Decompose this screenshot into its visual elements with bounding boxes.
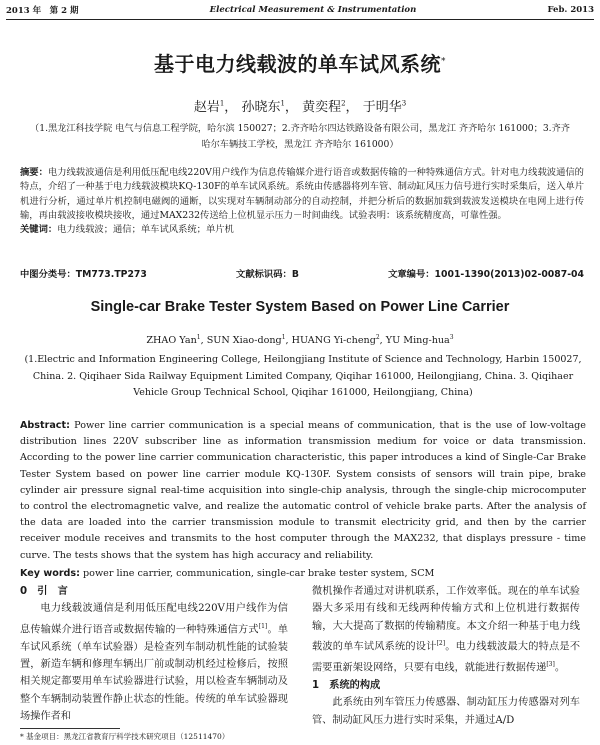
abstract-cn-text: 电力线载波通信是利用低压配电线220V用户线作为信息传输媒介进行语音或数据传输的一种特殊通信方式。针对电力线载波通信的特点，介绍了一种基于电力线载波模块KQ-130F的单车试风系统。系统由传感器将列车管、制动缸风压力信号进行实时采集后，送入单片机进行分析，通过单片机控制电磁阀的通断，以实现对车辆制动部分的自动控制，并把分析后的数据加载到载波发送模块在电网上进行传输，再由载波接收模块接收，通过MAX232传送给上位机显示压力－时间曲线。试验表明：该系统精度高，可靠性强。 (20, 167, 584, 221)
title-footnote-mark: * (441, 56, 446, 67)
clc-number: 中图分类号：TM773.TP273 (20, 269, 147, 280)
author-en-sup: 2 (375, 334, 380, 341)
paragraph-text: 。单车试风系统（单车试验器）是检查列车制动机性能的试验装置，新造车辆和修理车辆出厂前或制动机经过检修后，按照相关规定都要用单车试验器进行试验，用以检查车辆制动及整个车辆制动装置作静止状态的性能。传统的单车试验器现场操作者和 (20, 624, 289, 723)
paper-title-text: 基于电力线载波的单车试风系统 (154, 52, 441, 76)
author-en-sup: 1 (281, 334, 286, 341)
author-en-sup: 1 (196, 334, 201, 341)
author-en: HUANG Yi-cheng (291, 335, 376, 347)
author-sup: 3 (401, 99, 407, 108)
keywords-en (20, 568, 586, 579)
keywords-cn-text: 电力线载波；通信；单车试风系统；单片机 (57, 224, 234, 236)
keywords-cn-label: 关键词： (20, 224, 58, 236)
author-en: YU Ming-hua (385, 335, 450, 347)
abstract-en-text: Power line carrier communication is a special means of communication, that is the use of low-voltage distribution lines 220V subscriber line as information transmission medium for voice or data transmission. According to the power line carrier communication characteristic, this paper introduces a kind of Single-Car Brake Tester System based on power line carrier module KQ-130F. System consists of sensors will train pipe, brake cylinder air pressure signal real-time acquisition into single-chip analysis, through the single-chip microcomputer to control the electromagnetic valve, and realize the automatic control of vehicle brake parts. After the analysis of the data are loaded into the carrier transmission module to transmit electricity grid, and then by the carrier receiver module receives and transmits to the host computer through the MAX232, that displays pressure - time curve. The tests shows that the system has high accuracy and reliability. (20, 420, 586, 561)
author-en: ZHAO Yan (146, 335, 197, 347)
author-sup: 1 (280, 99, 285, 108)
author: 孙晓东 (241, 100, 281, 115)
section-heading: 0 引 言 (20, 586, 68, 597)
keywords-en-text: power line carrier, communication, single-car brake tester system, SCM (83, 568, 435, 579)
citation-ref: [3] (546, 661, 555, 669)
abstract-cn-label: 摘要： (20, 167, 48, 178)
paper-title (0, 48, 600, 77)
header-issue: 2013 年 第 2 期 (6, 6, 79, 16)
paper-title-en: Single-car Brake Tester System Based on Power Line Carrier (90, 299, 510, 315)
body-column-right (312, 583, 580, 729)
author-en-sup: 3 (449, 334, 454, 341)
header-date: Feb. 2013 (547, 5, 594, 15)
footnote: * 基金项目：黑龙江省教育厅科学技术研究项目（12511470） (20, 732, 230, 741)
section-heading: 1 系统的构成 (312, 679, 381, 691)
keywords-en-label: Key words: (20, 568, 80, 579)
citation-ref: [2] (436, 640, 446, 648)
affiliation-en: (1.Electric and Information Engineering College, Heilongjiang Institute of Science and Technology, Harbin 150027, China. 2. Qiqihaer Sida Railway Equipment Limited Company, Qiqihar 161000, Heilongjiang, China. 3. Qiqihaer Vehicle Group Technical School, Qiqihar 161000, Heilongjiang, China) (24, 354, 582, 398)
document-code: 文献标识码：B (236, 269, 299, 280)
abstract-en (20, 418, 586, 564)
citation-ref: [1] (258, 622, 268, 630)
paragraph-text: 。电力线载波最大的特点是不需要重新架设网络，只要有电线，就能进行数据传递 (312, 641, 581, 674)
author-en: SUN Xiao-dong (206, 335, 282, 347)
running-header (6, 2, 594, 18)
author: 黄奕程 (302, 100, 342, 115)
author-list: 赵岩$^1$， 孙晓东$^1$， 黄奕程$^2$， 于明华$^3$ (193, 99, 407, 115)
body-paragraph (20, 600, 288, 725)
article-number: 文章编号：1001-1390(2013)02-0087-04 (388, 269, 584, 280)
paragraph-text: 。 (554, 662, 565, 674)
author: 赵岩 (193, 100, 220, 115)
body-paragraph: 此系统由列车管压力传感器、制动缸压力传感器对列车管、制动缸风压力进行实时采集，并通过A/D (312, 697, 580, 726)
paragraph-text: 微机操作者通过对讲机联系，工作效率低。现在的单车试验器大多采用有线和无线两种传输方式和上位机进行数据传输，大大提高了数据的传输精度。本文介绍一种基于电力线载波的单车试风系统的设计 (312, 586, 580, 653)
author: 于明华 (362, 100, 402, 115)
author-list-en: ZHAO Yan$^1$, SUN Xiao-dong$^1$, HUANG Yi-cheng$^2$, YU Ming-hua$^3$ (146, 334, 454, 347)
header-rule (6, 19, 594, 20)
header-journal: Electrical Measurement & Instrumentation (209, 5, 417, 15)
abstract-en-label: Abstract: (20, 420, 70, 431)
affiliation-cn: （1.黑龙江科技学院 电气与信息工程学院，哈尔滨 150027；2.齐齐哈尔四达铁路设备有限公司，黑龙江 齐齐哈尔 161000；3.齐齐哈尔车辆技工学校，黑龙江 齐齐哈尔 161000） (30, 123, 570, 150)
classification-meta (20, 266, 584, 280)
paragraph-text: 电力线载波通信是利用低压配电线220V用户线作为信息传输媒介进行语音或数据传输的一种特殊通信方式 (20, 603, 288, 636)
author-sup: 2 (341, 99, 346, 108)
body-column-left (20, 583, 288, 726)
author-sup: 1 (219, 99, 225, 108)
footnote-rule (20, 728, 120, 729)
abstract-cn (20, 166, 584, 237)
body-paragraph (312, 583, 580, 677)
